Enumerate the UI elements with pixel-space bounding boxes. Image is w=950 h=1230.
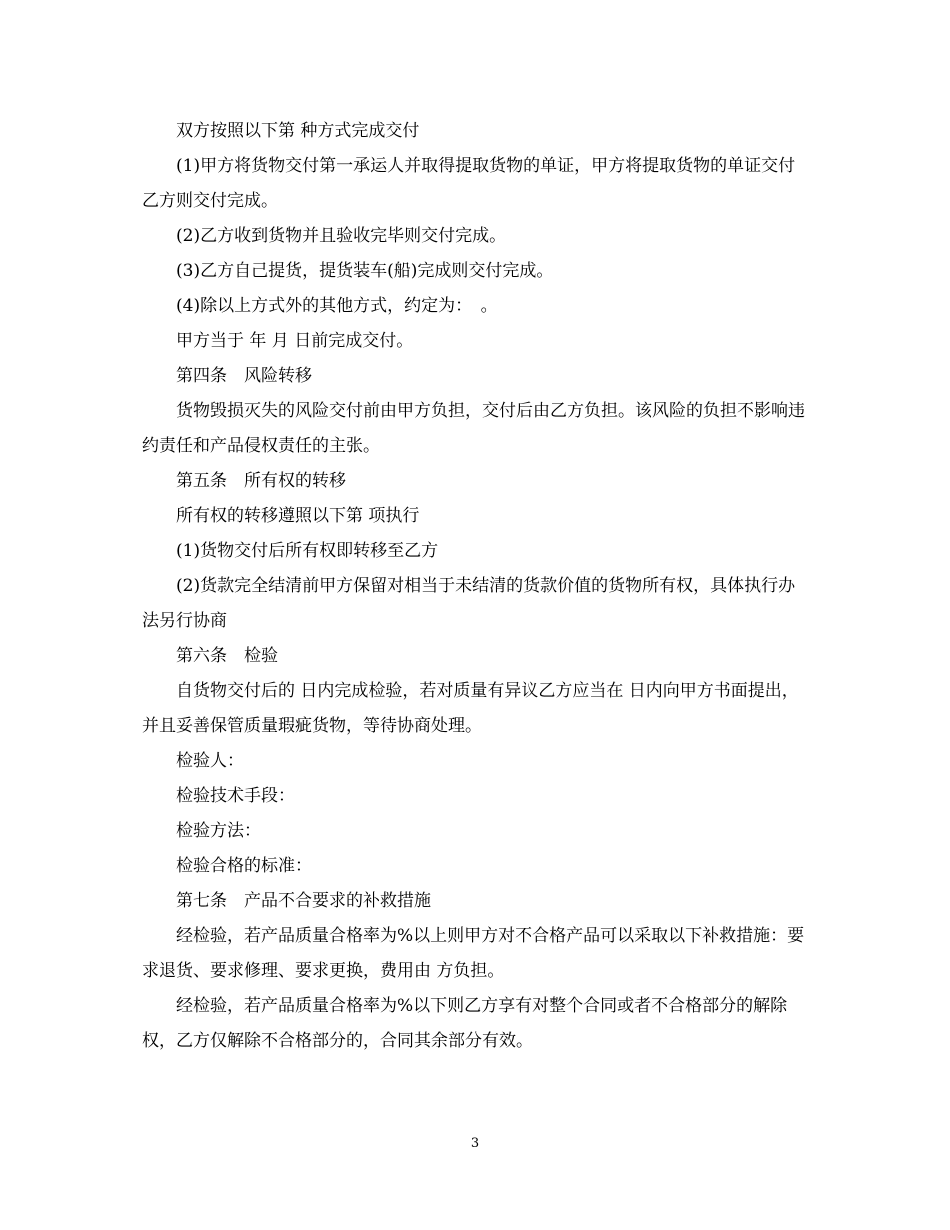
- paragraph-delivery-deadline: 甲方当于 年 月 日前完成交付。: [176, 331, 414, 351]
- paragraph-delivery-option-1: (1)甲方将货物交付第一承运人并取得提取货物的单证，甲方将提取货物的单证交付乙方则交付完成。: [142, 156, 796, 211]
- paragraph-remedy-above-rate: 经检验，若产品质量合格率为%以上则甲方对不合格产品可以采取以下补救措施：要求退货、要求修理、要求更换，费用由 方负担。: [142, 926, 805, 981]
- heading-article-5: 第五条 所有权的转移: [176, 471, 346, 491]
- paragraph-ownership-option-1: (1)货物交付后所有权即转移至乙方: [176, 541, 439, 561]
- heading-article-7: 第七条 产品不合要求的补救措施: [176, 891, 431, 911]
- page-number: 3: [470, 1136, 480, 1151]
- paragraph-inspection-standard: 检验合格的标准：: [176, 856, 312, 876]
- paragraph-delivery-method-intro: 双方按照以下第 种方式完成交付: [176, 121, 420, 141]
- paragraph-inspection-period: 自货物交付后的 日内完成检验，若对质量有异议乙方应当在 日内向甲方书面提出，并且妥善保管质量瑕疵货物，等待协商处理。: [142, 681, 799, 736]
- heading-article-4: 第四条 风险转移: [176, 366, 312, 386]
- paragraph-risk-transfer: 货物毁损灭失的风险交付前由甲方负担，交付后由乙方负担。该风险的负担不影响违约责任和产品侵权责任的主张。: [142, 401, 805, 456]
- document-body: [142, 114, 810, 1059]
- paragraph-delivery-option-4: (4)除以上方式外的其他方式，约定为： 。: [176, 296, 498, 316]
- heading-article-6: 第六条 检验: [176, 646, 278, 666]
- paragraph-ownership-option-2: (2)货款完全结清前甲方保留对相当于未结清的货款价值的货物所有权，具体执行办法另行协商: [142, 576, 796, 631]
- paragraph-ownership-intro: 所有权的转移遵照以下第 项执行: [176, 506, 420, 526]
- paragraph-inspection-technique: 检验技术手段：: [176, 786, 295, 806]
- paragraph-delivery-option-2: (2)乙方收到货物并且验收完毕则交付完成。: [176, 226, 507, 246]
- paragraph-inspection-method: 检验方法：: [176, 821, 261, 841]
- paragraph-inspector: 检验人：: [176, 751, 244, 771]
- paragraph-delivery-option-3: (3)乙方自己提货，提货装车(船)完成则交付完成。: [176, 261, 554, 281]
- paragraph-remedy-below-rate: 经检验，若产品质量合格率为%以下则乙方享有对整个合同或者不合格部分的解除权，乙方仅解除不合格部分的，合同其余部分有效。: [142, 996, 788, 1051]
